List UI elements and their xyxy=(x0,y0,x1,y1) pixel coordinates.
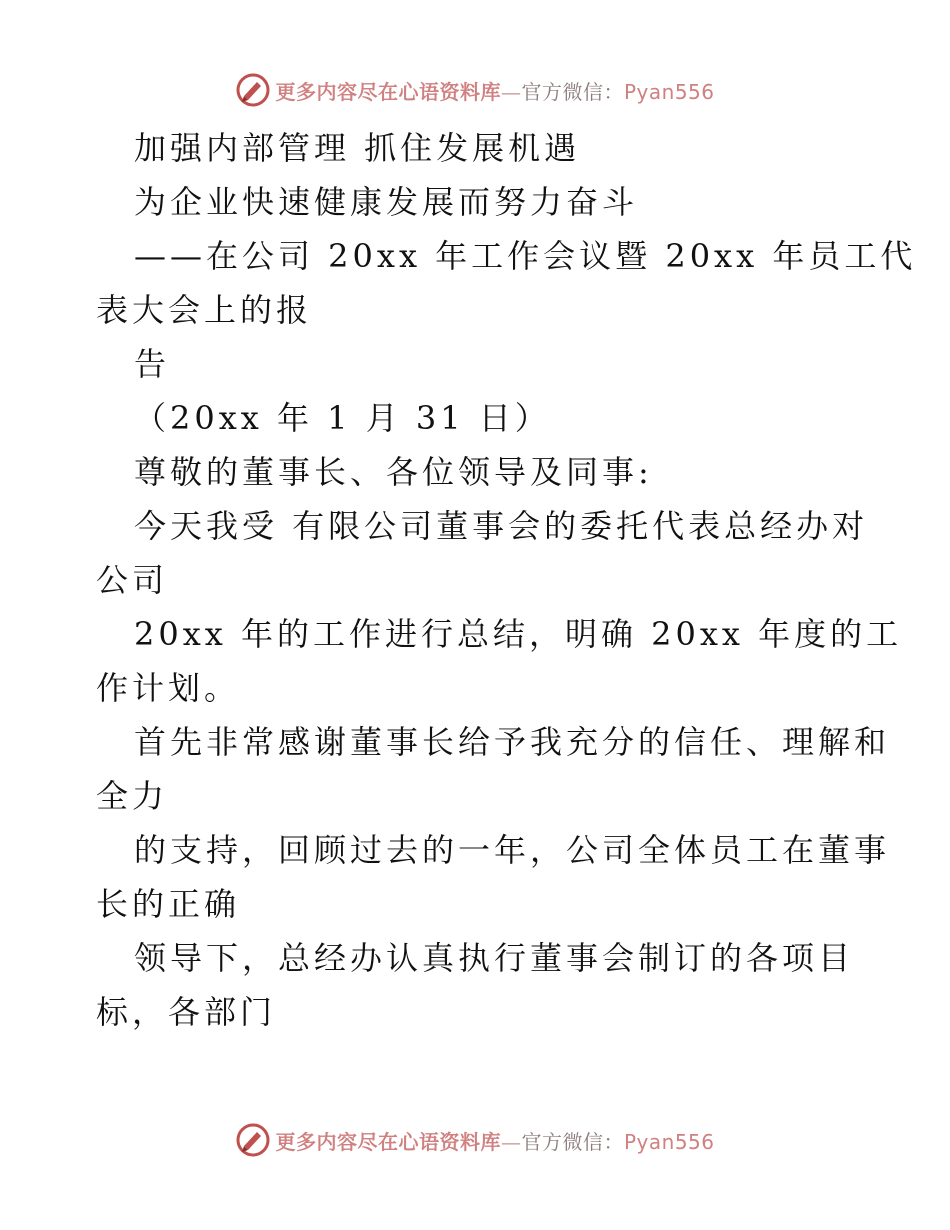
title-line: 加强内部管理 抓住发展机遇 xyxy=(134,129,581,167)
text-line: 公司 xyxy=(96,561,169,599)
text-line: 作计划。 xyxy=(96,669,241,707)
salutation-line: 尊敬的董事长、各位领导及同事: xyxy=(134,453,653,491)
text-line: 20xx 年的工作进行总结，明确 20xx 年度的工 xyxy=(134,615,903,653)
document-body xyxy=(0,121,950,1039)
text-line: 告 xyxy=(134,345,171,383)
text-line: 长的正确 xyxy=(96,885,241,923)
text-line: 表大会上的报 xyxy=(96,291,313,329)
text-line: 的支持，回顾过去的一年，公司全体员工在董事 xyxy=(134,831,891,869)
pen-logo-icon xyxy=(235,1122,271,1158)
text-line: 标，各部门 xyxy=(96,993,277,1031)
date-line: （20xx 年 1 月 31 日） xyxy=(134,399,551,437)
banner-text: 更多内容尽在心语资料库—官方微信：Pyan556 xyxy=(275,1129,715,1154)
pen-logo-icon xyxy=(235,72,271,108)
text-line: ——在公司 20xx 年工作会议暨 20xx 年员工代 xyxy=(134,237,917,275)
text-line: 全力 xyxy=(96,777,169,815)
header-banner xyxy=(0,68,950,112)
footer-banner xyxy=(0,1118,950,1162)
text-line: 领导下，总经办认真执行董事会制订的各项目 xyxy=(134,939,855,977)
text-line: 首先非常感谢董事长给予我充分的信任、理解和 xyxy=(134,723,891,761)
text-line: 今天我受 有限公司董事会的委托代表总经办对 xyxy=(134,507,869,545)
subtitle-line: 为企业快速健康发展而努力奋斗 xyxy=(134,183,639,221)
banner-text: 更多内容尽在心语资料库—官方微信：Pyan556 xyxy=(275,79,715,104)
